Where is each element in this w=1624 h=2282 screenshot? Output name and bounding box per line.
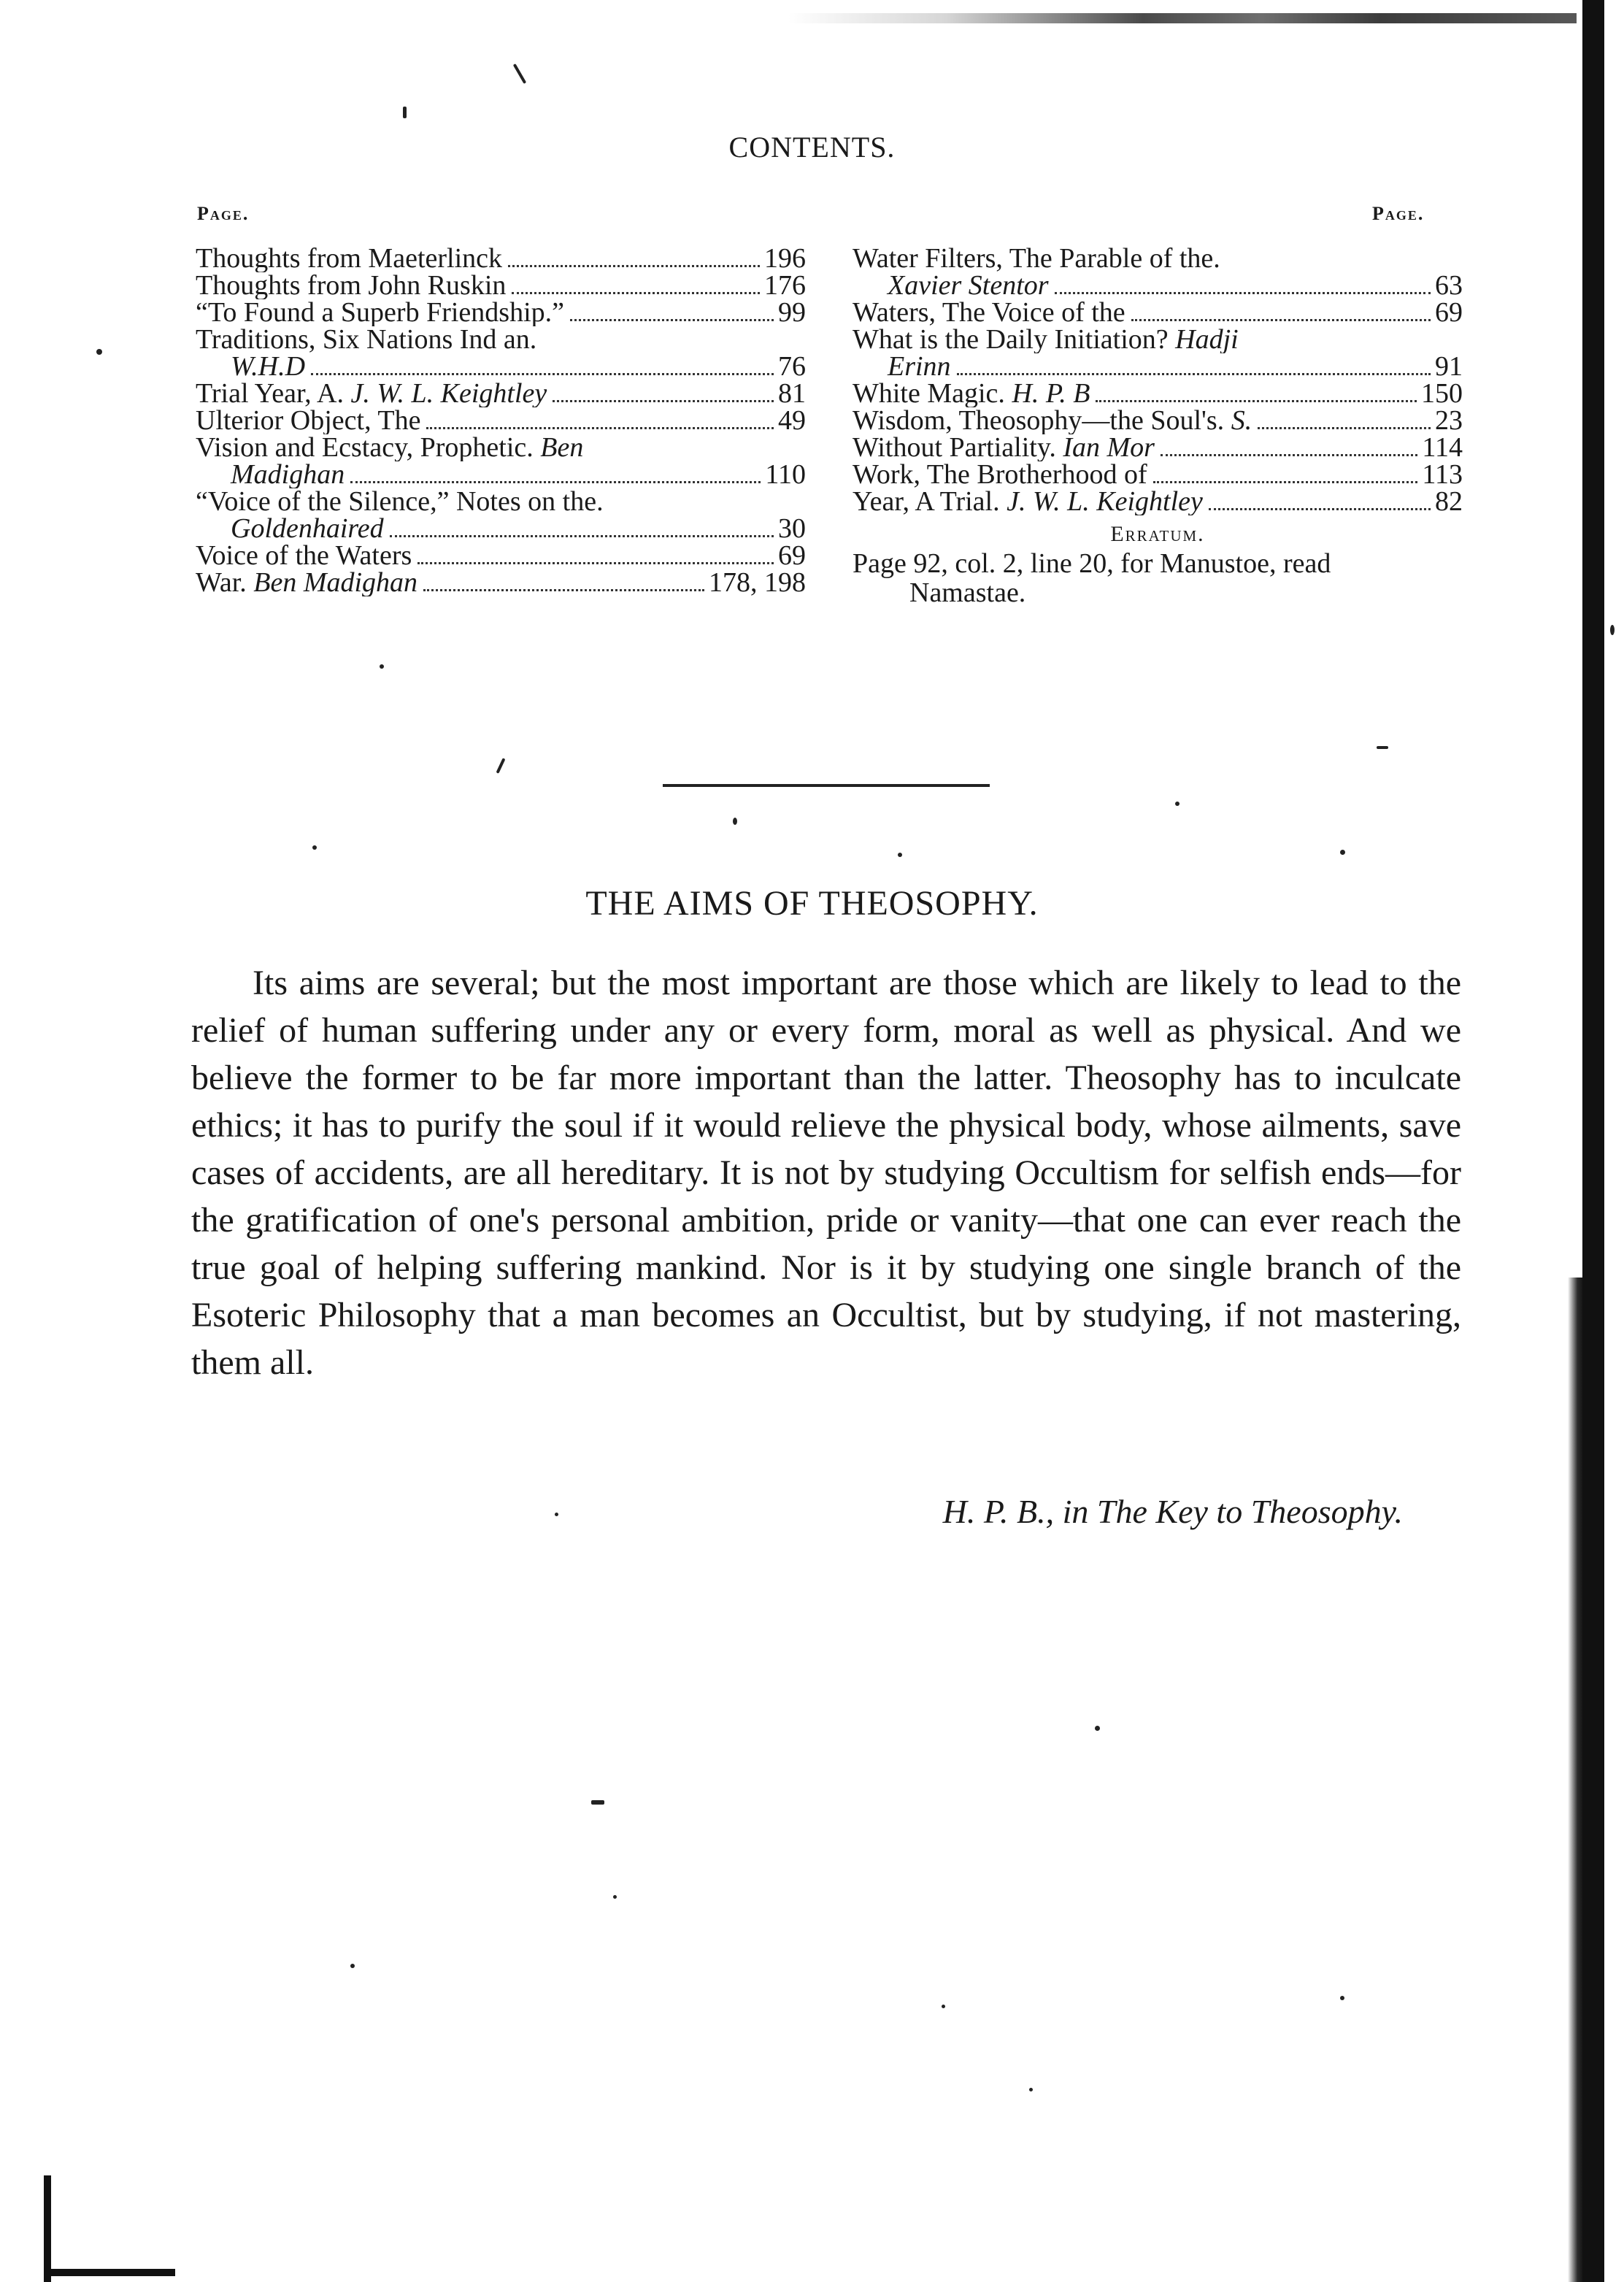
article-title: THE AIMS OF THEOSOPHY. — [585, 884, 1039, 923]
scan-edge-right-fray — [1568, 1278, 1584, 2282]
toc-entry: Work, The Brotherhood of 113 — [853, 461, 1463, 488]
scan-edge-right — [1582, 0, 1604, 2282]
toc-author: W.H.D — [231, 353, 306, 380]
toc-entry: Vision and Ecstacy, Prophetic. Ben Madighan 110 — [196, 434, 806, 488]
scan-edge-top — [788, 13, 1577, 23]
toc-author: Goldenhaired — [231, 515, 384, 542]
attribution-author: H. P. B. — [942, 1493, 1046, 1530]
toc-author: Xavier Stentor — [888, 272, 1049, 299]
toc-page-number: 91 — [1435, 353, 1463, 380]
toc-page-number: 99 — [778, 299, 806, 326]
scan-corner-mark — [44, 2175, 51, 2282]
toc-page-number: 196 — [764, 245, 806, 272]
scan-corner-mark-base — [44, 2269, 175, 2276]
toc-entry: Without Partiality. Ian Mor 114 — [853, 434, 1463, 461]
toc-page-number: 63 — [1435, 272, 1463, 299]
toc-page-number: 23 — [1435, 407, 1463, 434]
toc-left-page-label: Page. — [197, 203, 250, 224]
toc-author: J. W. L. Keightley — [1007, 488, 1203, 515]
toc-author: H. P. B — [1012, 380, 1090, 407]
section-divider — [663, 784, 990, 787]
toc-author: J. W. L. Keightley — [350, 380, 547, 407]
toc-page-number: 81 — [778, 380, 806, 407]
toc-entry: “To Found a Superb Friendship.” 99 — [196, 299, 806, 326]
toc-entry: Voice of the Waters 69 — [196, 542, 806, 569]
toc-author: Ian Mor — [1063, 434, 1155, 461]
toc-entry: War. Ben Madighan 178, 198 — [196, 569, 806, 596]
toc-author: Ben Madighan — [253, 569, 418, 596]
toc-page-number: 49 — [778, 407, 806, 434]
toc-entry: Wisdom, Theosophy—the Soul's. S. 23 — [853, 407, 1463, 434]
toc-entry: Traditions, Six Nations Ind an. W.H.D 76 — [196, 326, 806, 380]
toc-entry: Trial Year, A. J. W. L. Keightley 81 — [196, 380, 806, 407]
toc-page-number: 76 — [778, 353, 806, 380]
toc-page-number: 69 — [778, 542, 806, 569]
toc-right-page-label: Page. — [1372, 203, 1425, 224]
contents-title: CONTENTS. — [728, 131, 896, 164]
toc-page-number: 113 — [1422, 461, 1463, 488]
toc-entry: What is the Daily Initiation? Hadji Erinn 91 — [853, 326, 1463, 380]
article-body: Its aims are several; but the most important are those which are likely to lead to the relief of human suffering under any or every form, moral as well as physical. And we believe the former to be far more important than the latter. Theosophy has to inculcate ethics; it has to purify the soul if it would relieve the physical body, whose ailments, save cases of accidents, are all hereditary. It is not by studying Occultism for selfish ends—for the gratification of one's personal ambition, pride or vanity—that one can ever reach the true goal of helping suffering mankind. Nor is it by studying one single branch of the Esoteric Philosophy that a man becomes an Occultist, but by studying, if not mastering, them all. — [191, 964, 1461, 1382]
toc-entry: Thoughts from Maeterlinck 196 — [196, 245, 806, 272]
article-attribution — [774, 1492, 1403, 1531]
toc-page-number: 178, 198 — [709, 569, 806, 596]
toc-author: Ben — [540, 434, 584, 461]
toc-page-number: 176 — [764, 272, 806, 299]
toc-author: Hadji — [1175, 326, 1239, 353]
toc-entry: Waters, The Voice of the 69 — [853, 299, 1463, 326]
toc-page-number: 110 — [765, 461, 806, 488]
erratum-heading: Erratum. — [1110, 522, 1205, 546]
toc-entry: White Magic. H. P. B 150 — [853, 380, 1463, 407]
toc-author: S. — [1231, 407, 1252, 434]
toc-page-number: 30 — [778, 515, 806, 542]
toc-author: Madighan — [231, 461, 345, 488]
toc-entry: Year, A Trial. J. W. L. Keightley 82 — [853, 488, 1463, 515]
toc-entry: Ulterior Object, The 49 — [196, 407, 806, 434]
toc-page-number: 82 — [1435, 488, 1463, 515]
toc-entry: Thoughts from John Ruskin 176 — [196, 272, 806, 299]
toc-page-number: 150 — [1421, 380, 1463, 407]
toc-author: Erinn — [888, 353, 951, 380]
toc-page-number: 114 — [1422, 434, 1463, 461]
attribution-source: , in The Key to Theosophy. — [1045, 1493, 1403, 1530]
toc-right-column — [853, 245, 1463, 607]
erratum-text: Page 92, col. 2, line 20, for Manustoe, read Namastae. — [853, 548, 1331, 608]
toc-entry: “Voice of the Silence,” Notes on the. Goldenhaired 30 — [196, 488, 806, 542]
toc-left-column — [196, 245, 806, 596]
toc-page-number: 69 — [1435, 299, 1463, 326]
toc-entry: Water Filters, The Parable of the. Xavier Stentor 63 — [853, 245, 1463, 299]
